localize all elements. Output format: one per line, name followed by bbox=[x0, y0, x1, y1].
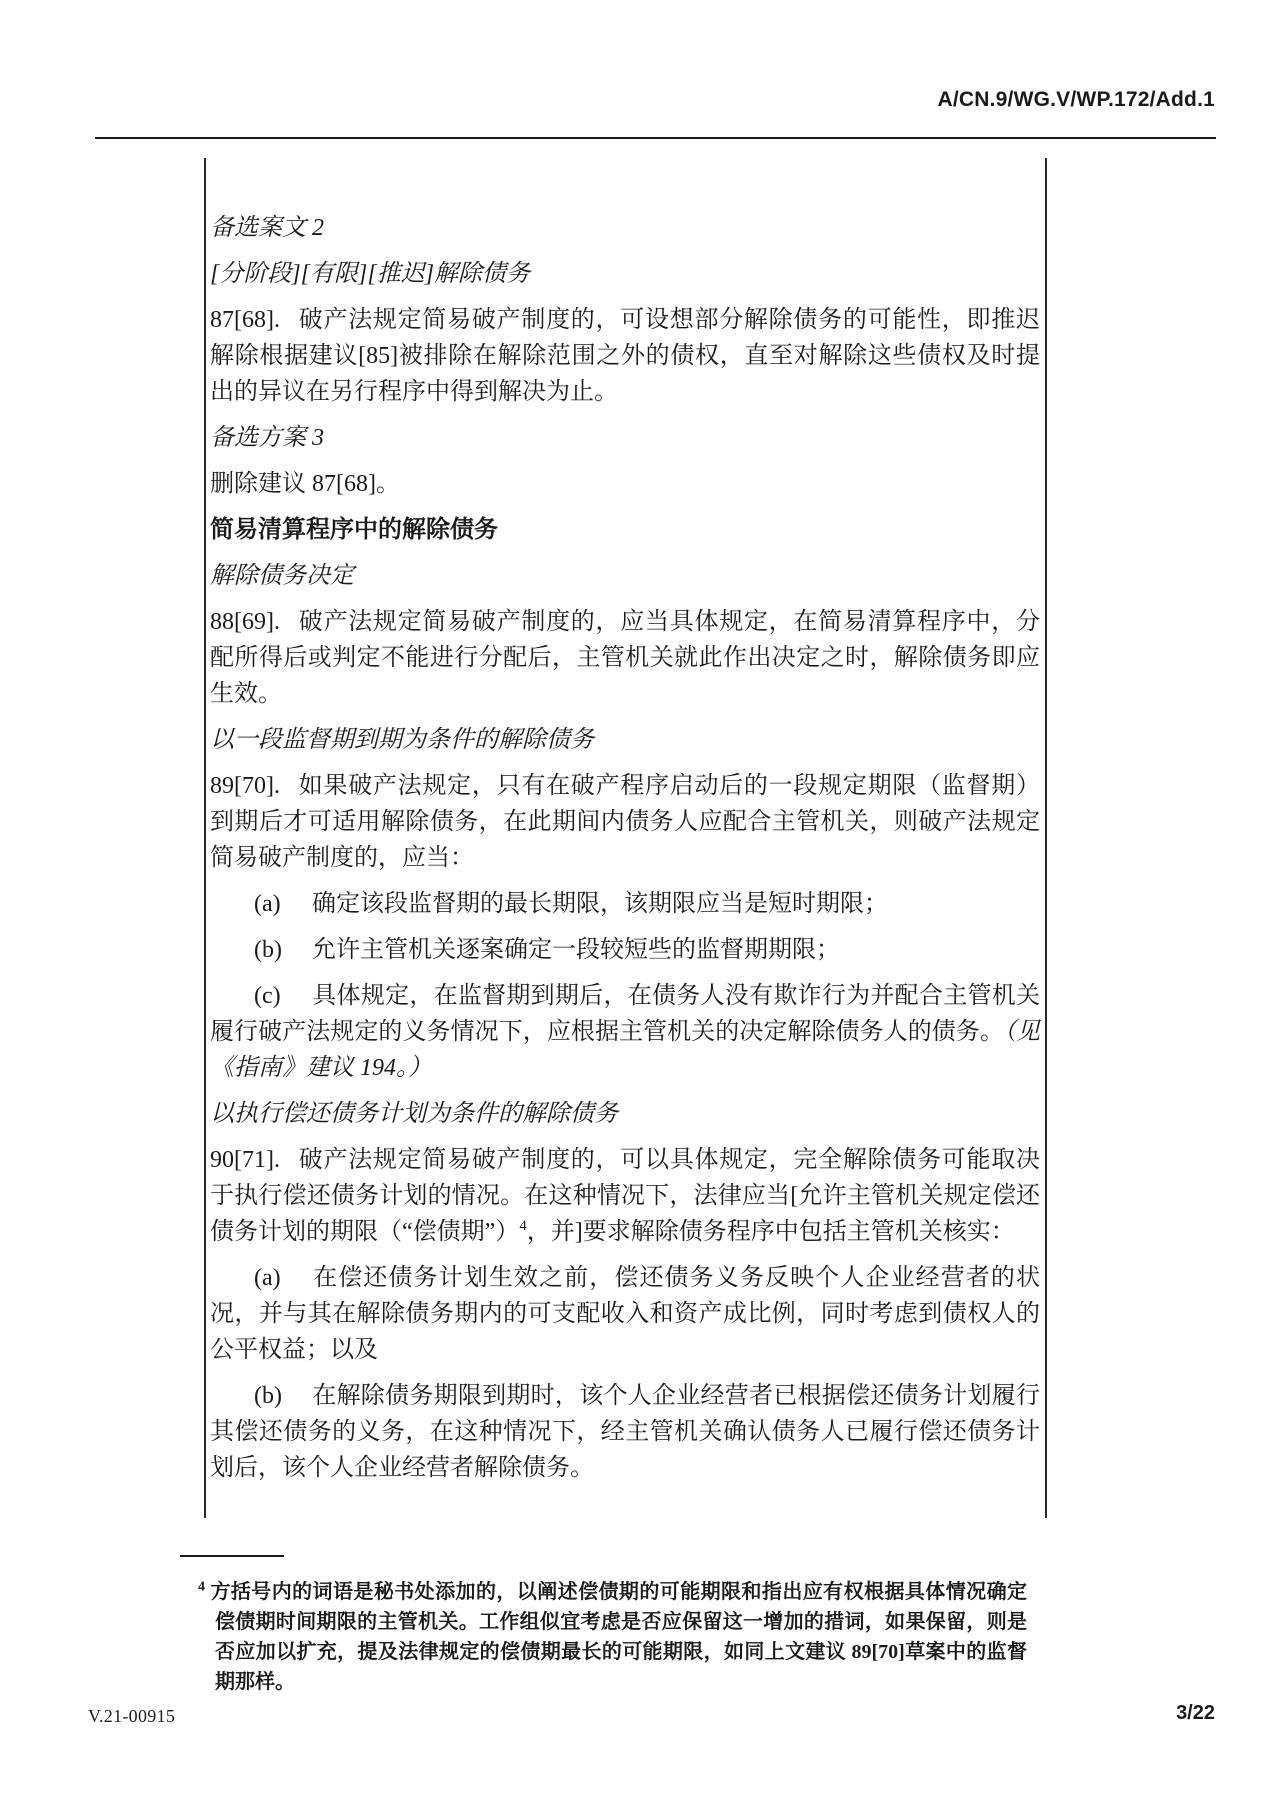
section-heading-discharge-in-simplified-liquidation: 简易清算程序中的解除债务 bbox=[210, 517, 498, 543]
list-item-90b-marker: (b) bbox=[254, 1383, 282, 1409]
paragraph-delete-recommendation: 删除建议 87[68]。 bbox=[210, 471, 400, 497]
paragraph-87-68 bbox=[210, 302, 1040, 410]
change-bar-right bbox=[1045, 158, 1047, 1518]
paragraph-89-70 bbox=[210, 768, 1040, 876]
paragraph-90-71 bbox=[210, 1142, 1040, 1250]
footnote-4-marker: 4 bbox=[198, 1579, 205, 1595]
subheading-discharge-conditional-on-repayment-plan: 以执行偿还债务计划为条件的解除债务 bbox=[210, 1101, 618, 1127]
heading-alternative-text-2: 备选案文 2 bbox=[210, 215, 324, 241]
paragraph-90-71-text-after-footnote: ，并]要求解除债务程序中包括主管机关核实： bbox=[526, 1219, 1015, 1245]
document-symbol: A/CN.9/WG.V/WP.172/Add.1 bbox=[937, 88, 1215, 111]
change-bar-left bbox=[204, 158, 206, 1518]
list-item-89c-marker: (c) bbox=[254, 983, 281, 1009]
paragraph-89-70-number: 89[70]. bbox=[210, 773, 280, 799]
list-item-89a-text: 确定该段监督期的最长期限，该期限应当是短时期限； bbox=[312, 891, 888, 917]
subheading-discharge-conditional-on-monitoring-period: 以一段监督期到期为条件的解除债务 bbox=[210, 727, 594, 753]
list-item-89b-marker: (b) bbox=[254, 937, 282, 963]
list-item-89a-marker: (a) bbox=[254, 891, 281, 917]
list-item-90a bbox=[210, 1260, 1040, 1368]
paragraph-88-69-number: 88[69]. bbox=[210, 609, 280, 635]
paragraph-88-69-text: 破产法规定简易破产制度的，应当具体规定，在简易清算程序中，分配所得后或判定不能进行分配后，主管机关就此作出决定之时，解除债务即应生效。 bbox=[210, 609, 1040, 707]
footnote-4-reference: 4 bbox=[519, 1218, 527, 1234]
paragraph-90-71-number: 90[71]. bbox=[210, 1147, 280, 1173]
paragraph-87-68-text: 破产法规定简易破产制度的，可设想部分解除债务的可能性，即推迟解除根据建议[85]被排除在解除范围之外的债权，直至对解除这些债权及时提出的异议在另行程序中得到解决为止。 bbox=[210, 307, 1040, 405]
paragraph-90-71-text-before-footnote: 破产法规定简易破产制度的，可以具体规定，完全解除债务可能取决于执行偿还债务计划的情况。在这种情况下，法律应当[允许主管机关规定偿还债务计划的期限（“偿债期”） bbox=[210, 1147, 1040, 1245]
paragraph-87-68-number: 87[68]. bbox=[210, 307, 280, 333]
footnote-separator bbox=[180, 1555, 284, 1557]
footnote-4 bbox=[198, 1577, 1027, 1697]
heading-alternative-3: 备选方案 3 bbox=[210, 425, 324, 451]
page-number: 3/22 bbox=[1176, 1702, 1215, 1724]
list-item-89b-text: 允许主管机关逐案确定一段较短些的监督期期限； bbox=[312, 937, 840, 963]
subheading-discharge-decision: 解除债务决定 bbox=[210, 563, 354, 589]
guide-recommendation-reference: （见《指南》建议 194。） bbox=[210, 1019, 1041, 1081]
footnote-4-text: 方括号内的词语是秘书处添加的，以阐述偿债期的可能期限和指出应有权根据具体情况确定偿债期时间期限的主管机关。工作组似宜考虑是否应保留这一增加的措词，如果保留，则是否应加以扩充，提及法律规定的偿债期最长的可能期限，如同上文建议 89[70]草案中的监督期那样。 bbox=[210, 1581, 1028, 1693]
list-item-90b bbox=[210, 1378, 1040, 1486]
heading-staged-limited-deferred-discharge: [分阶段][有限][推迟]解除债务 bbox=[210, 261, 531, 287]
list-item-90a-text: 在偿还债务计划生效之前，偿还债务义务反映个人企业经营者的状况，并与其在解除债务期内的可支配收入和资产成比例，同时考虑到债权人的公平权益；以及 bbox=[210, 1265, 1040, 1363]
paragraph-89-70-text: 如果破产法规定，只有在破产程序启动后的一段规定期限（监督期）到期后才可适用解除债务，在此期间内债务人应配合主管机关，则破产法规定简易破产制度的，应当： bbox=[210, 773, 1040, 871]
list-item-90b-text: 在解除债务期限到期时，该个人企业经营者已根据偿还债务计划履行其偿还债务的义务，在这种情况下，经主管机关确认债务人已履行偿还债务计划后，该个人企业经营者解除债务。 bbox=[210, 1383, 1040, 1481]
job-number: V.21-00915 bbox=[88, 1706, 176, 1726]
list-item-90a-marker: (a) bbox=[254, 1265, 281, 1291]
list-item-89c bbox=[210, 978, 1040, 1086]
document-body bbox=[210, 210, 1040, 1496]
header-rule bbox=[95, 137, 1216, 139]
list-item-89b bbox=[210, 932, 1040, 968]
list-item-89a bbox=[210, 886, 1040, 922]
paragraph-88-69 bbox=[210, 604, 1040, 712]
list-item-89c-text: 具体规定，在监督期到期后，在债务人没有欺诈行为并配合主管机关履行破产法规定的义务情况下，应根据主管机关的决定解除债务人的债务。 bbox=[210, 983, 1040, 1045]
